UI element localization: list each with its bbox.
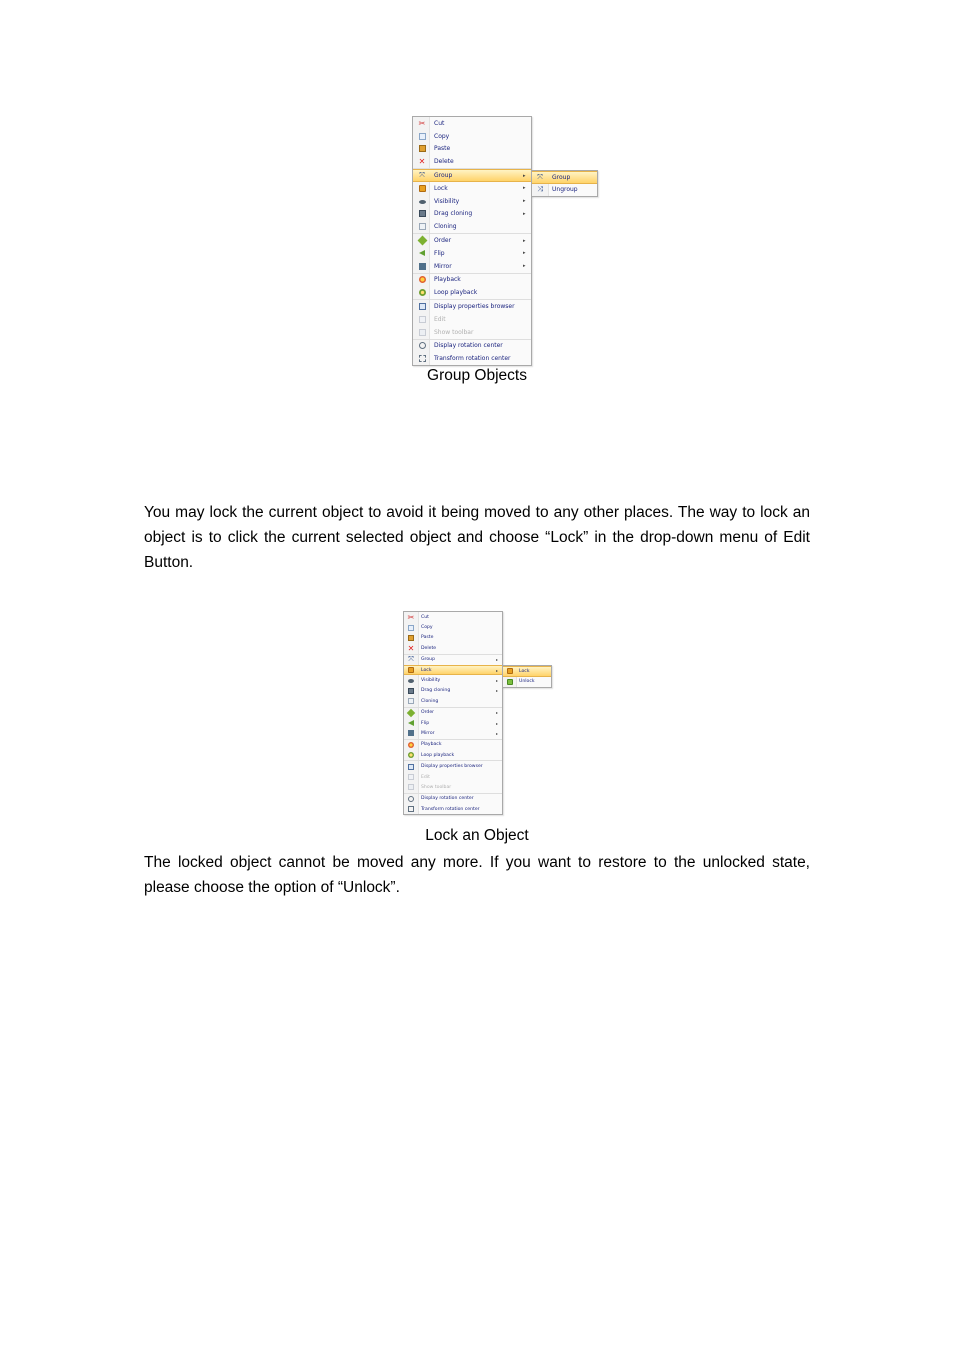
menu-item-copy[interactable] <box>413 130 531 143</box>
menu-item-label: Edit <box>434 315 446 323</box>
menu-item-label: Delete <box>434 158 454 166</box>
eye-icon <box>419 200 426 204</box>
transform-rotation-icon <box>419 355 426 362</box>
rotation-center-icon <box>419 342 426 349</box>
menu-item-edit <box>404 772 502 782</box>
submenu-arrow-icon: ▸ <box>523 237 526 244</box>
cloning-icon <box>419 223 426 230</box>
menu-item-playback[interactable] <box>404 740 502 750</box>
menu-item-flip[interactable] <box>413 247 531 260</box>
submenu-arrow-icon: ▸ <box>523 210 526 217</box>
menu-item-loop-playback[interactable] <box>413 286 531 299</box>
menu-item-order[interactable] <box>404 708 502 718</box>
properties-browser-icon <box>419 303 426 310</box>
lock-icon <box>507 668 513 674</box>
menu-item-label: Playback <box>421 742 442 748</box>
ungroup-icon: ⤨ <box>537 185 543 194</box>
mirror-icon <box>419 263 426 270</box>
menu-item-paste[interactable] <box>413 143 531 156</box>
menu-item-label: Mirror <box>421 730 435 736</box>
menu-item-order[interactable] <box>413 234 531 247</box>
menu-item-label: Display rotation center <box>421 796 474 802</box>
submenu-arrow-icon: ▸ <box>496 720 499 726</box>
menu-item-label: Flip <box>421 720 430 726</box>
menu-item-copy[interactable] <box>404 622 502 632</box>
flip-icon <box>408 720 414 726</box>
body-paragraph: You may lock the current object to avoid it being moved to any other places. The way to lock an object is to click the current selected object and choose “Lock” in the drop-down menu of Edit Button. <box>144 504 810 571</box>
menu-item-edit <box>413 313 531 326</box>
menu-item-label: Cloning <box>421 698 439 704</box>
menu-item-show-toolbar <box>413 326 531 339</box>
menu-item-label: Paste <box>434 145 451 153</box>
menu-item-cut[interactable] <box>404 612 502 622</box>
menu-item-label: Unlock <box>519 679 535 685</box>
menu-item-label: Drag cloning <box>421 688 451 694</box>
properties-browser-icon <box>408 764 414 770</box>
submenu-arrow-icon: ▸ <box>496 710 499 716</box>
menu-item-lock[interactable] <box>413 182 531 195</box>
menu-item-label: Transform rotation center <box>434 355 511 363</box>
submenu-arrow-icon: ▸ <box>523 250 526 257</box>
menu-separator <box>413 233 531 234</box>
menu-separator <box>413 339 531 340</box>
menu-item-label: Lock <box>434 184 448 192</box>
menu-separator <box>404 654 502 655</box>
playback-icon <box>419 276 426 283</box>
menu-item-label: Playback <box>434 276 461 284</box>
delete-icon: ✕ <box>418 157 426 167</box>
order-icon <box>407 708 415 716</box>
group-icon: ⤧ <box>537 172 543 181</box>
transform-rotation-icon <box>408 806 414 812</box>
menu-item-label: Show toolbar <box>421 784 452 790</box>
toolbar-icon <box>419 329 426 336</box>
menu-item-label: Group <box>434 172 453 180</box>
menu-item-label: Drag cloning <box>434 210 473 218</box>
scissors-icon: ✂ <box>418 118 426 128</box>
submenu-arrow-icon: ▸ <box>496 667 499 673</box>
mirror-icon <box>408 730 414 736</box>
menu-item-transform-rotation-center[interactable] <box>404 804 502 814</box>
menu-separator <box>404 760 502 761</box>
menu-item-show-toolbar <box>404 782 502 792</box>
body-paragraph: The locked object cannot be moved any more. If you want to restore to the unlocked state, please choose the option of “Unlock”. <box>144 854 810 896</box>
rotation-center-icon <box>408 796 414 802</box>
scissors-icon: ✂ <box>407 612 415 622</box>
menu-item-cloning[interactable] <box>404 696 502 706</box>
figure-caption: Group Objects <box>427 367 527 384</box>
figure-caption: Lock an Object <box>425 827 529 844</box>
group-icon: ⤧ <box>408 655 414 664</box>
submenu-lock <box>502 665 552 688</box>
menu-item-delete[interactable] <box>413 155 531 168</box>
submenu-item-ungroup[interactable] <box>532 184 597 197</box>
menu-item-playback[interactable] <box>413 274 531 287</box>
group-icon: ⤧ <box>419 171 425 180</box>
lock-icon <box>408 667 414 673</box>
menu-item-drag-cloning[interactable] <box>404 686 502 696</box>
submenu-arrow-icon: ▸ <box>523 263 526 270</box>
menu-item-label: Lock <box>421 667 432 673</box>
menu-item-label: Flip <box>434 249 445 257</box>
submenu-item-lock[interactable] <box>503 666 551 677</box>
menu-item-cut[interactable] <box>413 117 531 130</box>
menu-item-label: Display properties browser <box>421 764 483 770</box>
menu-item-mirror[interactable] <box>413 260 531 273</box>
submenu-arrow-icon: ▸ <box>523 198 526 205</box>
menu-item-label: Delete <box>421 645 437 651</box>
menu-item-label: Display properties browser <box>434 303 515 311</box>
eye-icon <box>408 679 414 683</box>
playback-icon <box>408 742 414 748</box>
menu-item-label: Lock <box>519 668 530 674</box>
menu-item-label: Transform rotation center <box>421 806 480 812</box>
menu-item-label: Cloning <box>434 223 457 231</box>
menu-item-group[interactable] <box>413 169 531 182</box>
cloning-icon <box>408 698 414 704</box>
context-menu-group-figure <box>412 116 532 366</box>
menu-item-display-rotation-center[interactable] <box>404 794 502 804</box>
menu-item-label: Ungroup <box>552 186 578 194</box>
menu-item-label: Edit <box>421 774 430 780</box>
menu-item-label: Order <box>434 237 452 245</box>
edit-icon <box>419 316 426 323</box>
loop-playback-icon <box>408 752 414 758</box>
menu-item-label: Cut <box>421 614 429 620</box>
menu-item-flip[interactable] <box>404 718 502 728</box>
delete-icon: ✕ <box>407 643 415 653</box>
menu-item-label: Mirror <box>434 262 452 270</box>
menu-separator <box>413 168 531 169</box>
submenu-arrow-icon: ▸ <box>523 185 526 192</box>
menu-item-label: Copy <box>434 132 450 140</box>
submenu-arrow-icon: ▸ <box>523 172 526 179</box>
menu-item-visibility[interactable] <box>404 675 502 685</box>
unlock-icon <box>507 679 513 685</box>
menu-separator <box>404 707 502 708</box>
drag-cloning-icon <box>419 210 426 217</box>
submenu-item-unlock[interactable] <box>503 677 551 688</box>
paste-icon <box>419 145 426 152</box>
menu-item-label: Visibility <box>434 197 460 205</box>
submenu-arrow-icon: ▸ <box>496 730 499 736</box>
submenu-arrow-icon: ▸ <box>496 688 499 694</box>
menu-separator <box>413 273 531 274</box>
menu-item-loop-playback[interactable] <box>404 750 502 760</box>
menu-separator <box>404 739 502 740</box>
menu-item-transform-rotation-center[interactable] <box>413 352 531 365</box>
menu-item-properties-browser[interactable] <box>413 300 531 313</box>
edit-icon <box>408 774 414 780</box>
submenu-group <box>531 170 598 197</box>
menu-item-label: Group <box>421 657 435 663</box>
copy-icon <box>408 625 414 631</box>
submenu-arrow-icon: ▸ <box>496 678 499 684</box>
menu-item-label: Copy <box>421 625 433 631</box>
copy-icon <box>419 133 426 140</box>
menu-item-group[interactable] <box>404 655 502 665</box>
paste-icon <box>408 635 414 641</box>
menu-item-paste[interactable] <box>404 633 502 643</box>
menu-item-properties-browser[interactable] <box>404 761 502 771</box>
menu-item-label: Paste <box>421 635 434 641</box>
menu-separator <box>404 793 502 794</box>
context-menu-lock-figure <box>403 611 503 815</box>
menu-item-cloning[interactable] <box>413 220 531 233</box>
lock-icon <box>419 185 426 192</box>
menu-item-delete[interactable] <box>404 643 502 653</box>
menu-item-visibility[interactable] <box>413 195 531 208</box>
flip-icon <box>419 250 425 256</box>
loop-playback-icon <box>419 289 426 296</box>
menu-item-label: Display rotation center <box>434 342 503 350</box>
menu-separator <box>413 299 531 300</box>
menu-item-display-rotation-center[interactable] <box>413 340 531 353</box>
menu-item-label: Loop playback <box>421 752 455 758</box>
menu-item-label: Group <box>552 173 571 181</box>
submenu-arrow-icon: ▸ <box>496 657 499 663</box>
menu-item-lock[interactable] <box>404 665 502 675</box>
menu-item-mirror[interactable] <box>404 728 502 738</box>
drag-cloning-icon <box>408 688 414 694</box>
menu-item-label: Cut <box>434 119 445 127</box>
menu-item-label: Loop playback <box>434 289 478 297</box>
menu-item-label: Order <box>421 710 435 716</box>
submenu-item-group[interactable] <box>532 171 597 184</box>
order-icon <box>417 236 427 246</box>
menu-item-label: Show toolbar <box>434 328 474 336</box>
toolbar-icon <box>408 784 414 790</box>
menu-item-drag-cloning[interactable] <box>413 208 531 221</box>
menu-item-label: Visibility <box>421 678 441 684</box>
